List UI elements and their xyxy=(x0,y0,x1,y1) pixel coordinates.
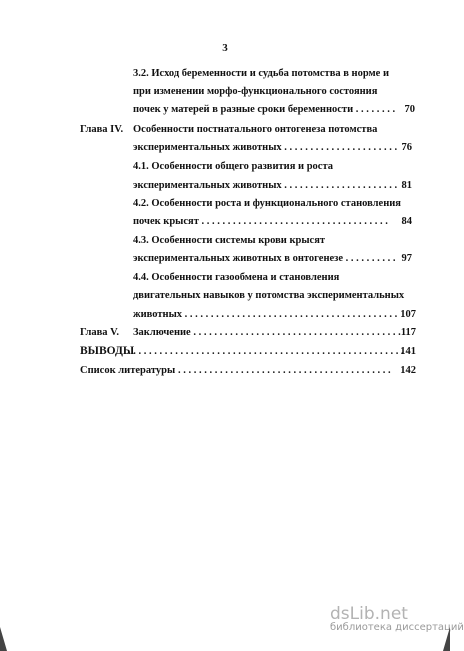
toc-page-number: 141 xyxy=(400,346,416,357)
watermark xyxy=(330,604,464,633)
toc-line: экспериментальных животных . . . . . . . . . . . . . . . . . . . . . . xyxy=(133,180,398,191)
watermark-subtitle: библиотека диссертаций xyxy=(330,622,464,633)
toc-page-number: 142 xyxy=(400,365,416,376)
chapter-label: Глава IV. xyxy=(80,124,124,135)
toc-line: 3.2. Исход беременности и судьба потомства в норме и xyxy=(133,68,390,79)
references-label: Список литературы xyxy=(80,365,176,376)
toc-page-number: 107 xyxy=(400,309,416,320)
toc-line: почек у матерей в разные сроки беременности . . . . . . . . xyxy=(133,104,396,115)
toc-page-number: 70 xyxy=(404,104,415,115)
toc-page-number: 117 xyxy=(400,327,416,338)
toc-page-number: 97 xyxy=(401,253,412,264)
toc-line: животных . . . . . . . . . . . . . . . . . . . . . . . . . . . . . . . . . . . . . . . . . xyxy=(133,309,398,320)
conclusions-label: ВЫВОДЫ xyxy=(80,345,135,357)
toc-line: Особенности постнатального онтогенеза потомства xyxy=(133,124,378,135)
chapter-label: Глава V. xyxy=(80,327,120,338)
toc-line: . . . . . . . . . . . . . . . . . . . . . . . . . . . . . . . . . . . . . . . . . . . . . . . . . . . . . xyxy=(128,346,404,357)
toc-line: 4.4. Особенности газообмена и становления xyxy=(133,272,340,283)
watermark-logo-tld: .net xyxy=(374,604,408,624)
toc-line: экспериментальных животных в онтогенезе . . . . . . . . . . xyxy=(133,253,396,264)
toc-page-number: 81 xyxy=(401,180,412,191)
scan-corner-right xyxy=(443,627,450,651)
toc-line: при изменении морфо-функционального состояния xyxy=(133,86,378,97)
toc-line: 4.2. Особенности роста и функционального становления xyxy=(133,198,401,209)
toc-page-number: 84 xyxy=(401,216,412,227)
toc-page-number: 76 xyxy=(401,142,412,153)
page-number: 3 xyxy=(222,42,228,54)
scan-corner-left xyxy=(0,627,7,651)
toc-line: Заключение . . . . . . . . . . . . . . . . . . . . . . . . . . . . . . . . . . . . . . . . xyxy=(133,327,401,338)
watermark-logo xyxy=(330,604,448,624)
toc-line: двигательных навыков у потомства экспериментальных xyxy=(133,290,405,301)
toc-line: 4.3. Особенности системы крови крысят xyxy=(133,235,326,246)
watermark-logo-main: dsLib xyxy=(330,604,375,624)
toc-line: . . . . . . . . . . . . . . . . . . . . . . . . . . . . . . . . . . . . . . . . . xyxy=(178,365,391,376)
toc-line: 4.1. Особенности общего развития и роста xyxy=(133,161,333,172)
toc-line: экспериментальных животных . . . . . . . . . . . . . . . . . . . . . . xyxy=(133,142,398,153)
toc-line: почек крысят . . . . . . . . . . . . . . . . . . . . . . . . . . . . . . . . . . . . xyxy=(133,216,388,227)
